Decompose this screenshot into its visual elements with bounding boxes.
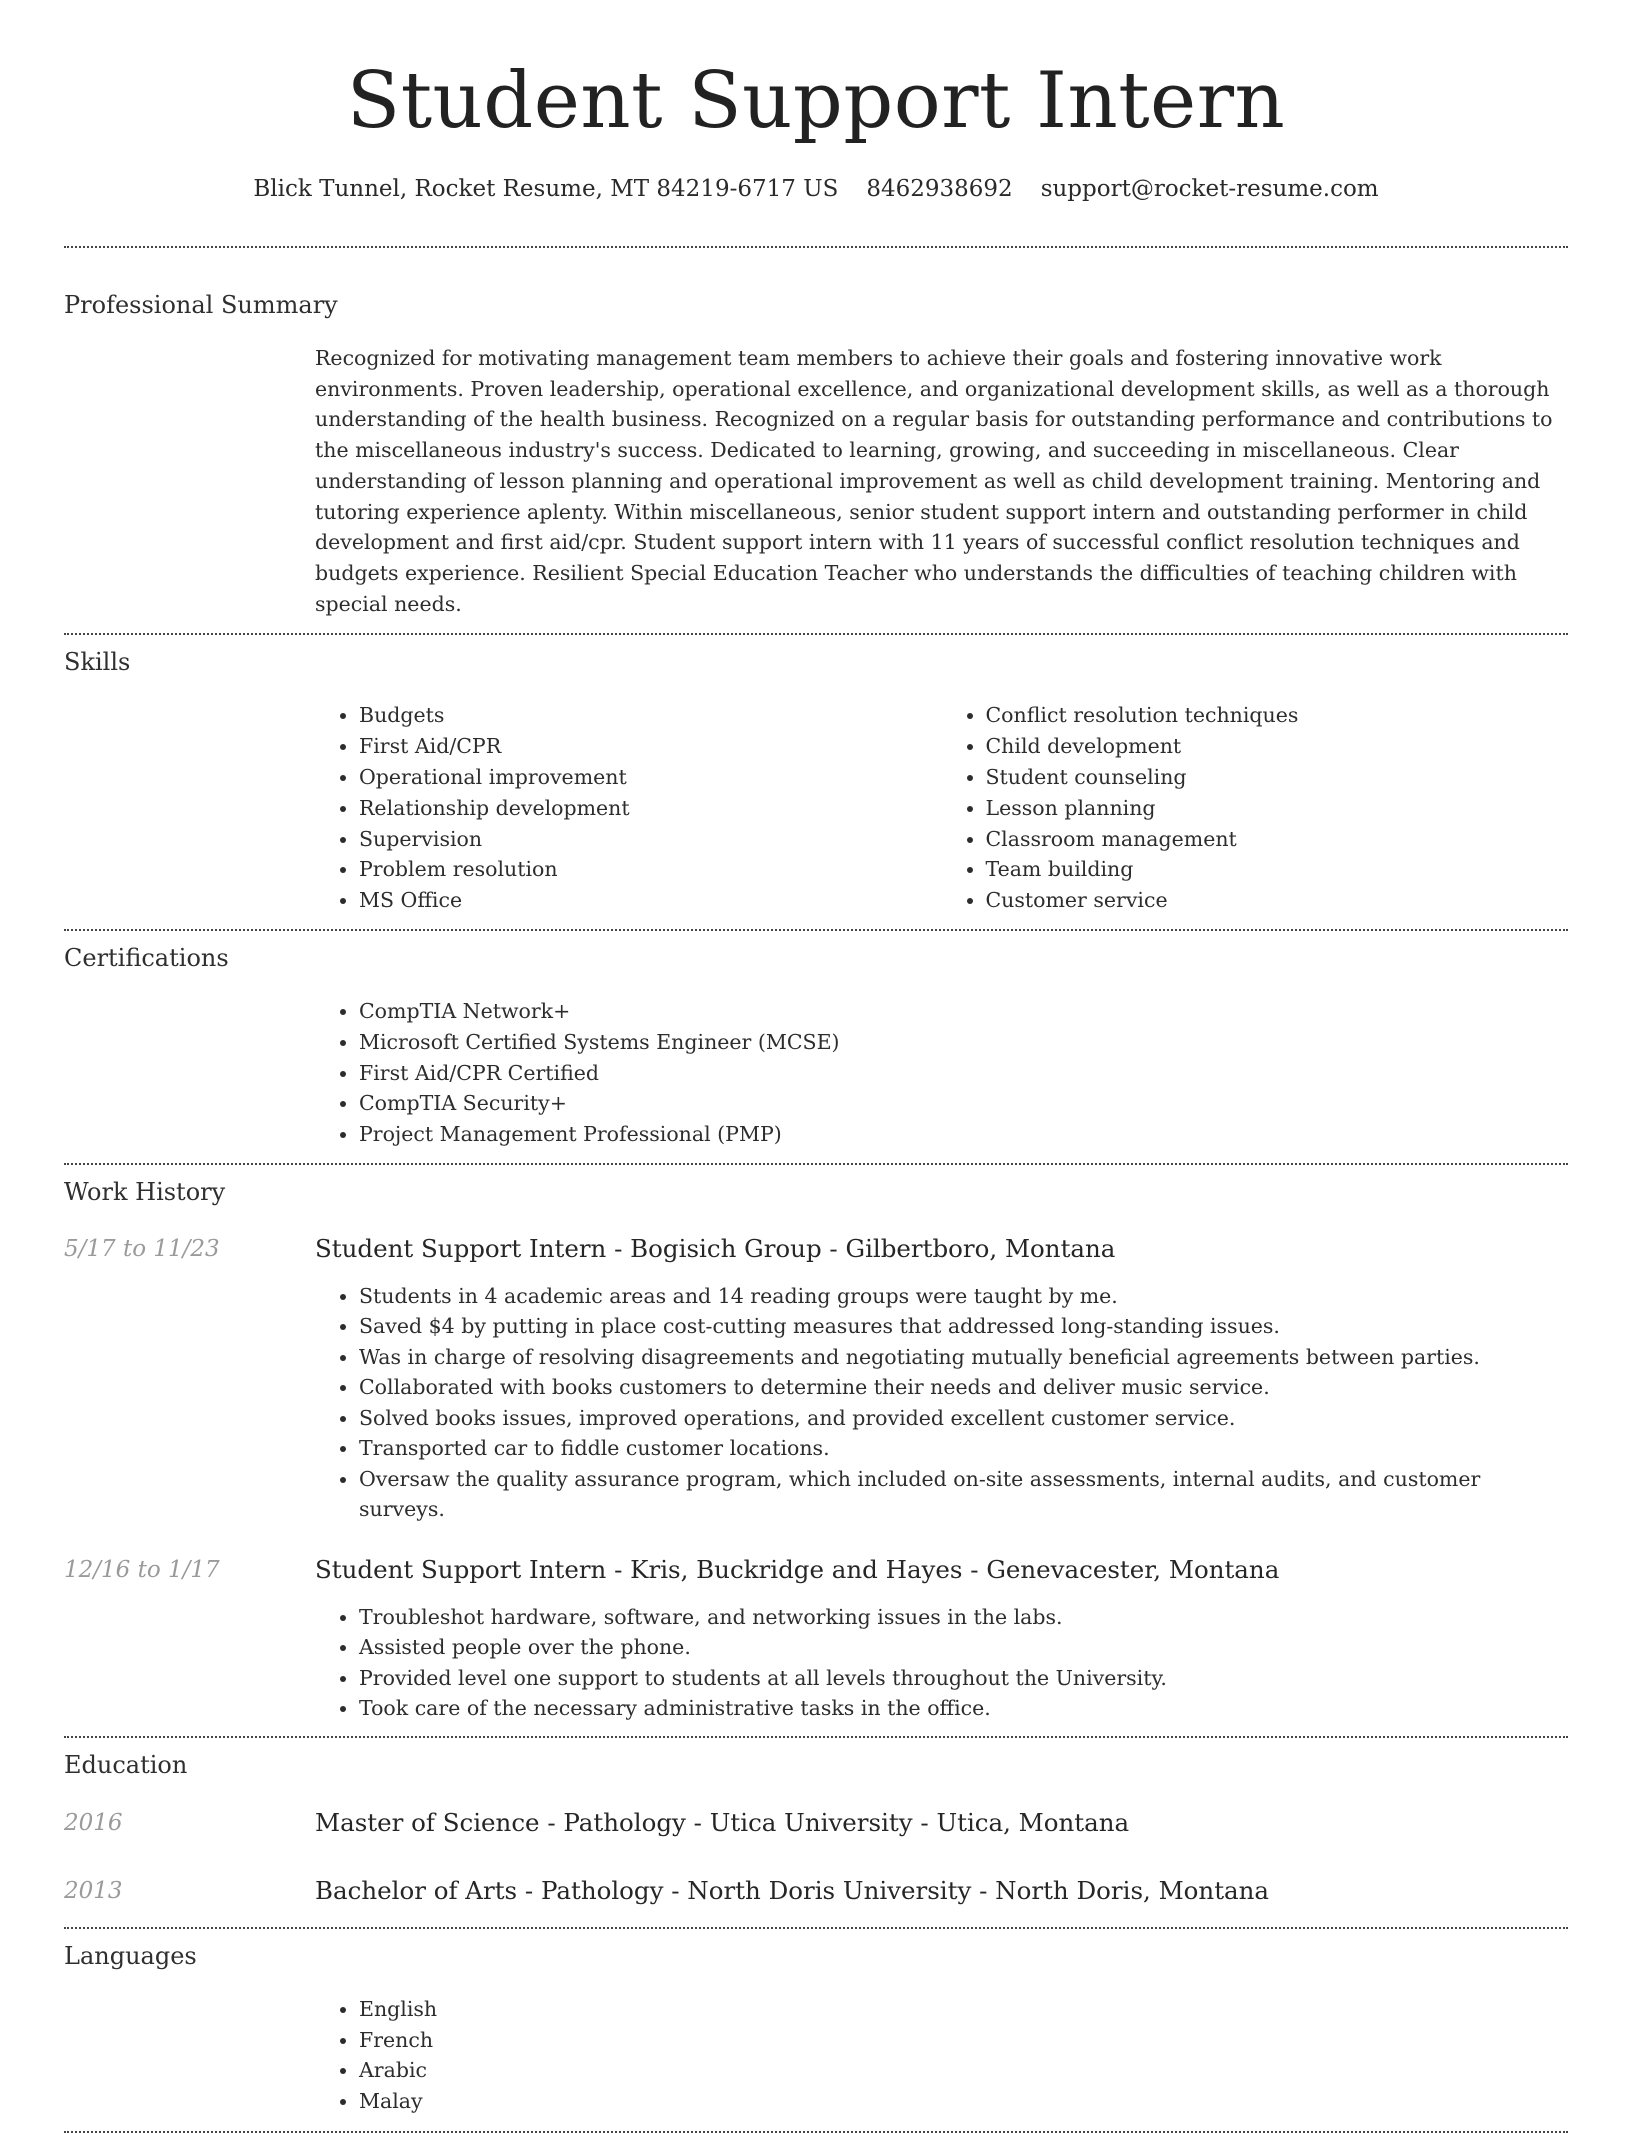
summary-text: Recognized for motivating management team members to achieve their goals and fostering innovative work environments. Proven leadership, operational excellence, and organizational development skills, as well as a thorough understanding of the health business. Recognized on a regular basis for outstanding performance and contributions to the miscellaneous industry's success. Dedicated to learning, growing, and succeeding in miscellaneous. Clear understanding of lesson planning and operational improvement as well as child development training. Mentoring and tutoring experience aplenty. Within miscellaneous, senior student support intern and outstanding performer in child development and first aid/cpr. Student support intern with 11 years of successful conflict resolution techniques and budgets experience. Resilient Special Education Teacher who understands the difficulties of teaching children with special needs. [315, 346, 1553, 616]
section-divider [64, 246, 1568, 248]
education-date: 2016 [64, 1809, 123, 1836]
list-item: • Lesson planning [986, 793, 1569, 824]
list-item: • Solved books issues, improved operations, and provided excellent customer service. [359, 1403, 1568, 1434]
list-item: • Saved $4 by putting in place cost-cutting measures that addressed long-standing issues. [359, 1311, 1568, 1342]
skills-title: Skills [64, 648, 131, 677]
job-date: 5/17 to 11/23 [64, 1235, 220, 1262]
job-date: 12/16 to 1/17 [64, 1556, 220, 1583]
list-item: • Relationship development [359, 793, 942, 824]
list-item: • Microsoft Certified Systems Engineer (MCSE) [359, 1027, 1568, 1058]
list-item: • MS Office [359, 885, 942, 916]
languages-title: Languages [64, 1941, 197, 1970]
contact-address: Blick Tunnel, Rocket Resume, MT 84219-6717 US [253, 176, 839, 202]
list-item: • Provided level one support to students at all levels throughout the University. [359, 1663, 1568, 1694]
section-divider [64, 633, 1568, 635]
list-item: • Child development [986, 731, 1569, 762]
list-item: • CompTIA Network+ [359, 996, 1568, 1027]
skills-grid [315, 700, 1568, 916]
contact-email: support@rocket-resume.com [1040, 176, 1379, 202]
list-item: • Student counseling [986, 762, 1569, 793]
list-item: • Supervision [359, 824, 942, 855]
languages-list [315, 1994, 1568, 2117]
certifications-list [315, 996, 1568, 1150]
skills-list-left [315, 700, 942, 916]
list-item: • First Aid/CPR [359, 731, 942, 762]
skills-section [64, 647, 1568, 916]
job-title: Student Support Intern - Kris, Buckridge and Hayes - Genevacester, Montana [315, 1554, 1280, 1584]
education-date: 2013 [64, 1877, 123, 1904]
list-item: • Problem resolution [359, 854, 942, 885]
summary-section [64, 290, 1568, 619]
education-section [64, 1750, 1568, 1906]
job-entry [64, 1234, 1568, 1525]
list-item: • Was in charge of resolving disagreements and negotiating mutually beneficial agreements between parties. [359, 1342, 1568, 1373]
list-item: • Oversaw the quality assurance program, which included on-site assessments, internal audits, and customer surveys. [359, 1464, 1568, 1525]
list-item: • Malay [359, 2086, 1568, 2117]
education-entry [64, 1808, 1568, 1838]
list-item: • Assisted people over the phone. [359, 1632, 1568, 1663]
section-divider [64, 1927, 1568, 1929]
summary-title: Professional Summary [64, 291, 338, 319]
education-title-line: Bachelor of Arts - Pathology - North Doris University - North Doris, Montana [315, 1875, 1270, 1905]
contact-phone: 8462938692 [866, 176, 1013, 202]
section-divider [64, 1163, 1568, 1165]
list-item: • Classroom management [986, 824, 1569, 855]
certifications-section [64, 943, 1568, 1150]
list-item: • Budgets [359, 700, 942, 731]
education-title-line: Master of Science - Pathology - Utica University - Utica, Montana [315, 1807, 1130, 1837]
list-item: • Project Management Professional (PMP) [359, 1119, 1568, 1150]
list-item: • English [359, 1994, 1568, 2025]
list-item: • Customer service [986, 885, 1569, 916]
education-title: Education [64, 1750, 188, 1779]
job-entry [64, 1555, 1568, 1724]
languages-section [64, 1941, 1568, 2117]
list-item: • Took care of the necessary administrative tasks in the office. [359, 1693, 1568, 1724]
skills-list-right [942, 700, 1569, 916]
education-entry [64, 1876, 1568, 1906]
list-item: • Team building [986, 854, 1569, 885]
list-item: • CompTIA Security+ [359, 1088, 1568, 1119]
certifications-title: Certifications [64, 943, 229, 972]
job-bullets [315, 1281, 1568, 1525]
list-item: • Arabic [359, 2055, 1568, 2086]
work-history-section [64, 1177, 1568, 1724]
job-title: Student Support Intern - Bogisich Group - Gilbertboro, Montana [315, 1233, 1116, 1263]
list-item: • Troubleshot hardware, software, and networking issues in the labs. [359, 1602, 1568, 1633]
section-divider [64, 1736, 1568, 1738]
list-item: • First Aid/CPR Certified [359, 1058, 1568, 1089]
list-item: • Operational improvement [359, 762, 942, 793]
list-item: • Students in 4 academic areas and 14 reading groups were taught by me. [359, 1281, 1568, 1312]
candidate-name: Student Support Intern [346, 56, 1286, 146]
section-divider [64, 929, 1568, 931]
contact-line [64, 174, 1568, 204]
list-item: • Collaborated with books customers to determine their needs and deliver music service. [359, 1372, 1568, 1403]
job-bullets [315, 1602, 1568, 1724]
list-item: • French [359, 2025, 1568, 2056]
resume-header [64, 0, 1568, 204]
list-item: • Conflict resolution techniques [986, 700, 1569, 731]
list-item: • Transported car to fiddle customer locations. [359, 1433, 1568, 1464]
work-history-title: Work History [64, 1177, 226, 1206]
